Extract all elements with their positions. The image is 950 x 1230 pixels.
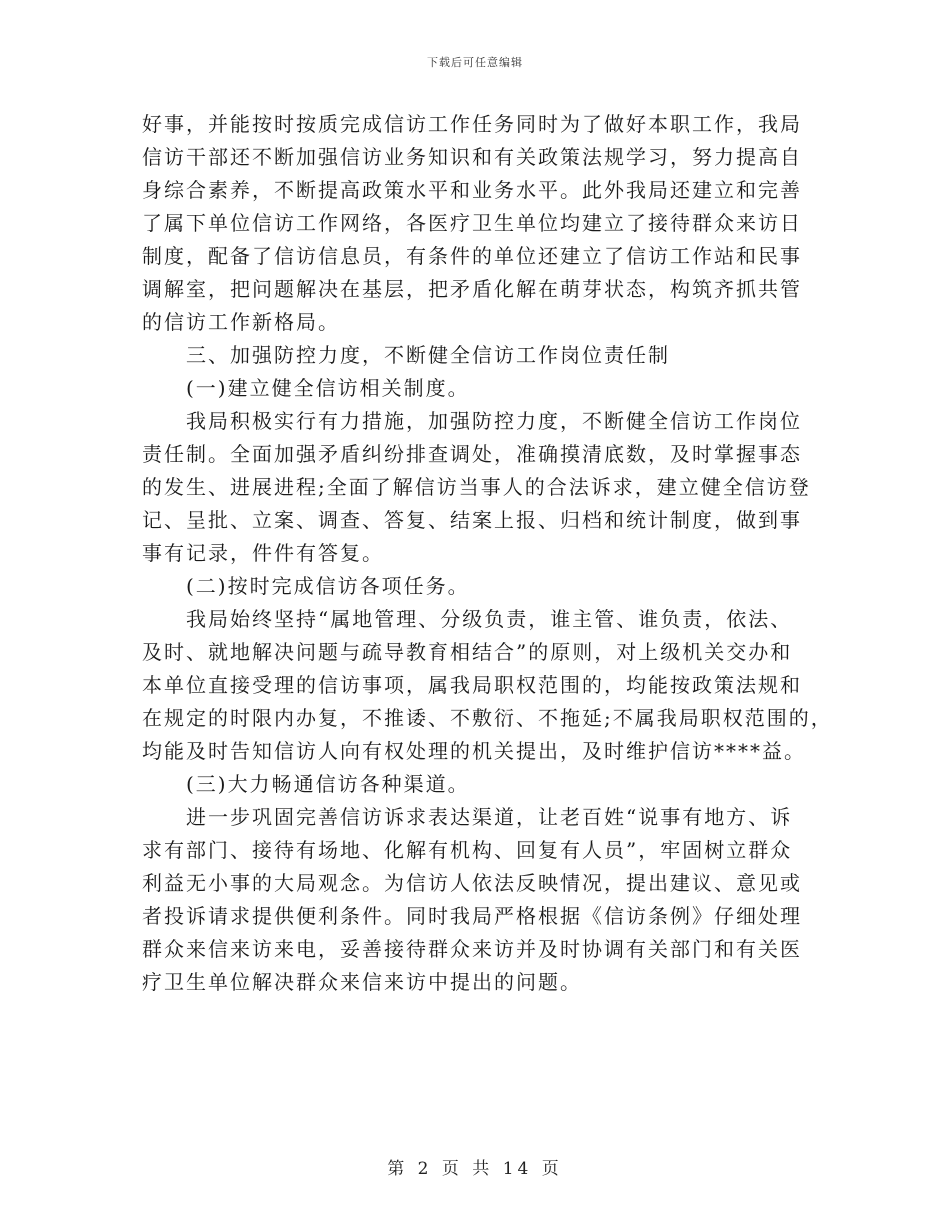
text-line: 记、呈批、立案、调查、答复、结案上报、归档和统计制度，做到事 bbox=[142, 508, 802, 532]
text-line: 群众来信来访来电，妥善接待群众来访并及时协调有关部门和有关医 bbox=[142, 937, 802, 961]
text-line: 的发生、进展进程;全面了解信访当事人的合法诉求，建立健全信访登 bbox=[142, 475, 811, 499]
text-line: 我局始终坚持“属地管理、分级负责，谁主管、谁负责，依法、 bbox=[186, 607, 793, 631]
text-line: 疗卫生单位解决群众来信来访中提出的问题。 bbox=[142, 970, 582, 994]
text-line: 的信访工作新格局。 bbox=[142, 310, 340, 334]
page-header-note: 下载后可任意编辑 bbox=[427, 56, 523, 69]
text-line: 利益无小事的大局观念。为信访人依法反映情况，提出建议、意见或 bbox=[142, 871, 802, 895]
text-line: 事有记录，件件有答复。 bbox=[142, 541, 384, 565]
text-line: 责任制。全面加强矛盾纠纷排查调处，准确摸清底数，及时掌握事态 bbox=[142, 442, 802, 466]
page-number: 第 2 页 共 14 页 bbox=[387, 1159, 563, 1179]
text-line: 者投诉请求提供便利条件。同时我局严格根据《信访条例》仔细处理 bbox=[142, 904, 802, 928]
text-line: 好事，并能按时按质完成信访工作任务同时为了做好本职工作，我局 bbox=[142, 112, 802, 136]
text-line: 我局积极实行有力措施，加强防控力度，不断健全信访工作岗位 bbox=[186, 409, 802, 433]
text-line: 在规定的时限内办复，不推诿、不敷衍、不拖延;不属我局职权范围的， bbox=[142, 706, 833, 730]
subsection-heading: (三)大力畅通信访各种渠道。 bbox=[186, 772, 470, 796]
body-text bbox=[142, 108, 833, 999]
text-line: 了属下单位信访工作网络，各医疗卫生单位均建立了接待群众来访日 bbox=[142, 211, 802, 235]
text-line: 本单位直接受理的信访事项，属我局职权范围的，均能按政策法规和 bbox=[142, 673, 802, 697]
text-line: 均能及时告知信访人向有权处理的机关提出，及时维护信访****益。 bbox=[142, 739, 806, 763]
subsection-heading: (二)按时完成信访各项任务。 bbox=[186, 574, 470, 598]
section-heading: 三、加强防控力度，不断健全信访工作岗位责任制 bbox=[186, 343, 670, 367]
text-line: 进一步巩固完善信访诉求表达渠道，让老百姓“说事有地方、诉 bbox=[186, 805, 793, 829]
text-line: 信访干部还不断加强信访业务知识和有关政策法规学习，努力提高自 bbox=[142, 145, 802, 169]
text-line: 身综合素养，不断提高政策水平和业务水平。此外我局还建立和完善 bbox=[142, 178, 802, 202]
text-line: 求有部门、接待有场地、化解有机构、回复有人员”，牢固树立群众 bbox=[142, 838, 793, 862]
text-line: 制度，配备了信访信息员，有条件的单位还建立了信访工作站和民事 bbox=[142, 244, 802, 268]
text-line: 调解室，把问题解决在基层，把矛盾化解在萌芽状态，构筑齐抓共管 bbox=[142, 277, 802, 301]
text-line: 及时、就地解决问题与疏导教育相结合”的原则，对上级机关交办和 bbox=[142, 640, 793, 664]
subsection-heading: (一)建立健全信访相关制度。 bbox=[186, 376, 470, 400]
